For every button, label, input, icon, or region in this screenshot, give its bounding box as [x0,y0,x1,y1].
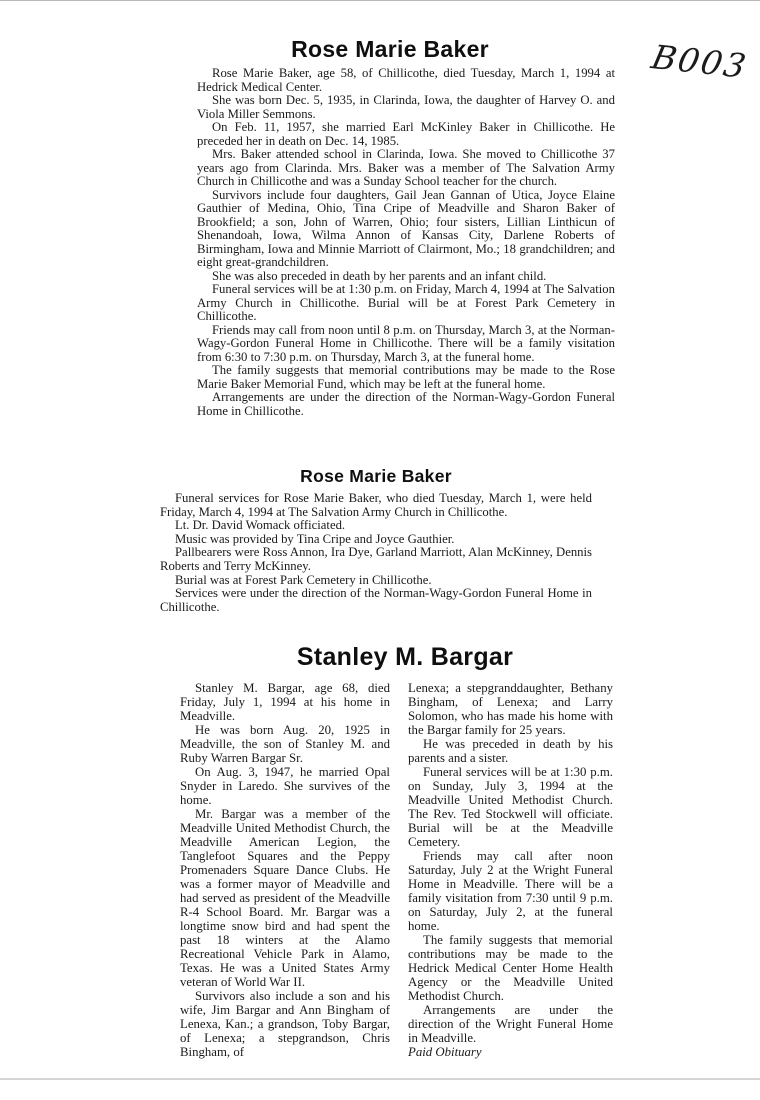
scan-edge-top [0,0,760,1]
obituary1-paragraph: Mrs. Baker attended school in Clarinda, Iowa. She moved to Chillicothe 37 years ago from Clarinda. Mrs. Baker was a member of The Salvation Army Church in Chillicothe and was a Sunday School teacher for the church. [197,147,615,188]
obituary1-paragraph: Survivors include four daughters, Gail Jean Gannan of Utica, Joyce Elaine Gauthier of Medina, Ohio, Tina Cripe of Meadville and Sharon Baker of Brookfield; a son, John of Warren, Ohio; four sisters, Lillian Linthicun of Shenandoah, Iowa, Wilma Annon of Kansas City, Darlene Roberts of Birmingham, Iowa and Minnie Marriott of Clairmont, Mo.; 18 grandchildren; and eight great-grandchildren. [197,187,615,269]
obituary2-paragraph: He was born Aug. 20, 1925 in Meadville, the son of Stanley M. and Ruby Warren Bargar Sr. [180,723,390,765]
obituary2-paragraph: Friends may call after noon Saturday, July 2 at the Wright Funeral Home in Meadville. There will be a family visitation from 7:30 until 9 p.m. on Saturday, July 2, at the funeral home. [408,849,613,933]
obituary1-paragraph: Arrangements are under the direction of the Norman-Wagy-Gordon Funeral Home in Chillicothe. [197,390,615,418]
obituary2-paragraph: The family suggests that memorial contributions may be made to the Hedrick Medical Center Home Health Agency or the Meadville United Methodist Church. [408,933,613,1003]
obituary1-paragraph: Funeral services will be at 1:30 p.m. on Friday, March 4, 1994 at The Salvation Army Church in Chillicothe. Burial will be at Forest Park Cemetery in Chillicothe. [197,282,615,323]
handwritten-annotation: B003 [648,37,752,86]
obituary1-paragraph: On Feb. 11, 1957, she married Earl McKinley Baker in Chillicothe. He preceded her in death on Dec. 14, 1985. [197,120,615,148]
obituary1-paragraph: She was born Dec. 5, 1935, in Clarinda, Iowa, the daughter of Harvey O. and Viola Miller Semmons. [197,93,615,121]
obituary2-paragraph: Mr. Bargar was a member of the Meadville United Methodist Church, the Meadville American Legion, the Tanglefoot Squares and the Peppy Promenaders Square Dance Clubs. He was a former mayor of Meadville and had served as president of the Meadville R-4 School Board. Mr. Bargar was a longtime snow bird and had spent the past 18 winters at the Alamo Recreational Vehicle Park in Alamo, Texas. He was a United States Army veteran of World War II. [180,807,390,989]
obituary1-body [197,67,615,418]
obituary1-paragraph: The family suggests that memorial contributions may be made to the Rose Marie Baker Memorial Fund, which may be left at the funeral home. [197,363,615,391]
funeral-notice-paragraph: Lt. Dr. David Womack officiated. [175,518,346,533]
obituary1-title: Rose Marie Baker [291,36,489,62]
obituary2-left-column [180,681,390,1059]
funeral-notice-paragraph: Music was provided by Tina Cripe and Joyce Gauthier. [175,531,455,546]
obituary2-columns [180,681,613,1059]
obituary1-paragraph: She was also preceded in death by her parents and an infant child. [212,268,547,283]
funeral-notice-paragraph: Services were under the direction of the Norman-Wagy-Gordon Funeral Home in Chillicothe. [160,586,592,614]
obituary1-paragraph: Friends may call from noon until 8 p.m. on Thursday, March 3, at the Norman-Wagy-Gordon Funeral Home in Chillicothe. There will be a family visitation from 6:30 to 7:30 p.m. on Thursday, March 3, at the funeral home. [197,322,615,364]
obituary2-right-column [408,681,613,1059]
obituary2-title: Stanley M. Bargar [296,643,514,671]
obituary2-paragraph: He was preceded in death by his parents and a sister. [408,737,613,765]
obituary2-paragraph: Funeral services will be at 1:30 p.m. on Sunday, July 3, 1994 at the Meadville United Methodist Church. The Rev. Ted Stockwell will officiate. Burial will be at the Meadville Cemetery. [408,765,613,849]
funeral-notice-paragraph: Burial was at Forest Park Cemetery in Chillicothe. [175,572,432,587]
obituary2-paragraph: Survivors also include a son and his wife, Jim Bargar and Ann Bingham of Lenexa, Kan.; a grandson, Toby Bargar, of Lenexa; a stepgrandson, Chris Bingham, of [180,989,390,1059]
obituary2-paragraph: On Aug. 3, 1947, he married Opal Snyder in Laredo. She survives of the home. [180,765,390,807]
obituary2-paragraph-continuation: Lenexa; a stepgranddaughter, Bethany Bingham, of Lenexa; and Larry Solomon, who has made his home with the Bargar family for 25 years. [408,681,613,737]
funeral-notice-body [160,492,592,614]
obituary1-paragraph: Rose Marie Baker, age 58, of Chillicothe, died Tuesday, March 1, 1994 at Hedrick Medical Center. [197,66,615,94]
funeral-notice-paragraph: Pallbearers were Ross Annon, Ira Dye, Garland Marriott, Alan McKinney, Dennis Roberts and Terry McKinney. [160,545,592,573]
scan-edge-bottom [0,1078,760,1080]
paid-obituary-label: Paid Obituary [408,1045,482,1059]
funeral-notice-title: Rose Marie Baker [300,466,452,486]
funeral-notice-paragraph: Funeral services for Rose Marie Baker, who died Tuesday, March 1, were held Friday, March 4, 1994 at The Salvation Army Church in Chillicothe. [160,491,592,519]
obituary2-paragraph: Stanley M. Bargar, age 68, died Friday, July 1, 1994 at his home in Meadville. [180,681,390,723]
obituary2-paragraph: Arrangements are under the direction of the Wright Funeral Home in Meadville. [408,1003,613,1045]
